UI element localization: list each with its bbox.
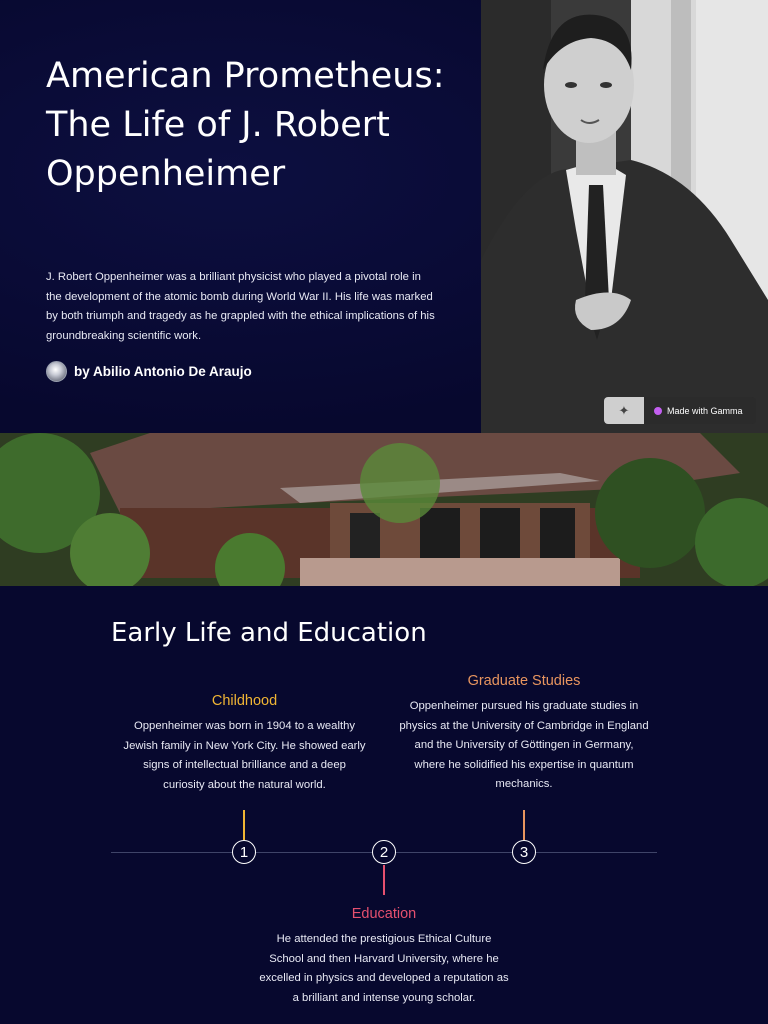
avatar: [46, 361, 67, 382]
event-title: Childhood: [211, 693, 278, 709]
author-name: by Abilio Antonio De Araujo: [74, 363, 252, 379]
event-title: Graduate Studies: [467, 673, 581, 689]
gamma-stamp-icon: ✦: [604, 397, 644, 424]
hero-description: J. Robert Oppenheimer was a brilliant physicist who played a pivotal role in the development of the atomic bomb during World War II. His life was marked by both triumph and tragedy as he grappled with the ethical implications of his groundbreaking scientific work.: [46, 271, 435, 343]
event-text: Oppenheimer was born in 1904 to a wealthy Jewish family in New York City. He showed early signs of intellectual brilliance and a deep curiosity about the natural world.: [123, 720, 366, 791]
timeline-event-childhood: [122, 693, 367, 795]
timeline-stem-3: [523, 810, 525, 840]
badge-label: Made with Gamma: [667, 405, 743, 416]
event-text: He attended the prestigious Ethical Culture School and then Harvard University, where he excelled in physics and developed a reputation as a brilliant and intense young scholar.: [259, 933, 509, 1004]
timeline-event-education: [258, 906, 510, 1008]
author-byline: [46, 360, 252, 382]
timeline-marker-2: 2: [372, 840, 396, 864]
gamma-logo-icon: [654, 407, 662, 415]
timeline-event-graduate-studies: [398, 673, 650, 795]
timeline-marker-1: 1: [232, 840, 256, 864]
house-illustration: [0, 433, 768, 586]
section-title: Early Life and Education: [111, 618, 427, 648]
portrait-illustration: [481, 0, 768, 433]
timeline-stem-2: [383, 865, 385, 895]
event-text: Oppenheimer pursued his graduate studies in physics at the University of Cambridge in England and the University of Göttingen in Germany, where he solidified his expertise in quantum mechanics.: [399, 700, 649, 791]
timeline-marker-3: 3: [512, 840, 536, 864]
house-banner-image: [0, 433, 768, 586]
made-with-gamma-badge[interactable]: [604, 397, 756, 424]
oppenheimer-portrait-image: [481, 0, 768, 433]
event-title: Education: [351, 906, 417, 922]
page-title: American Prometheus: The Life of J. Robert Oppenheimer: [46, 56, 445, 194]
timeline-stem-1: [243, 810, 245, 840]
